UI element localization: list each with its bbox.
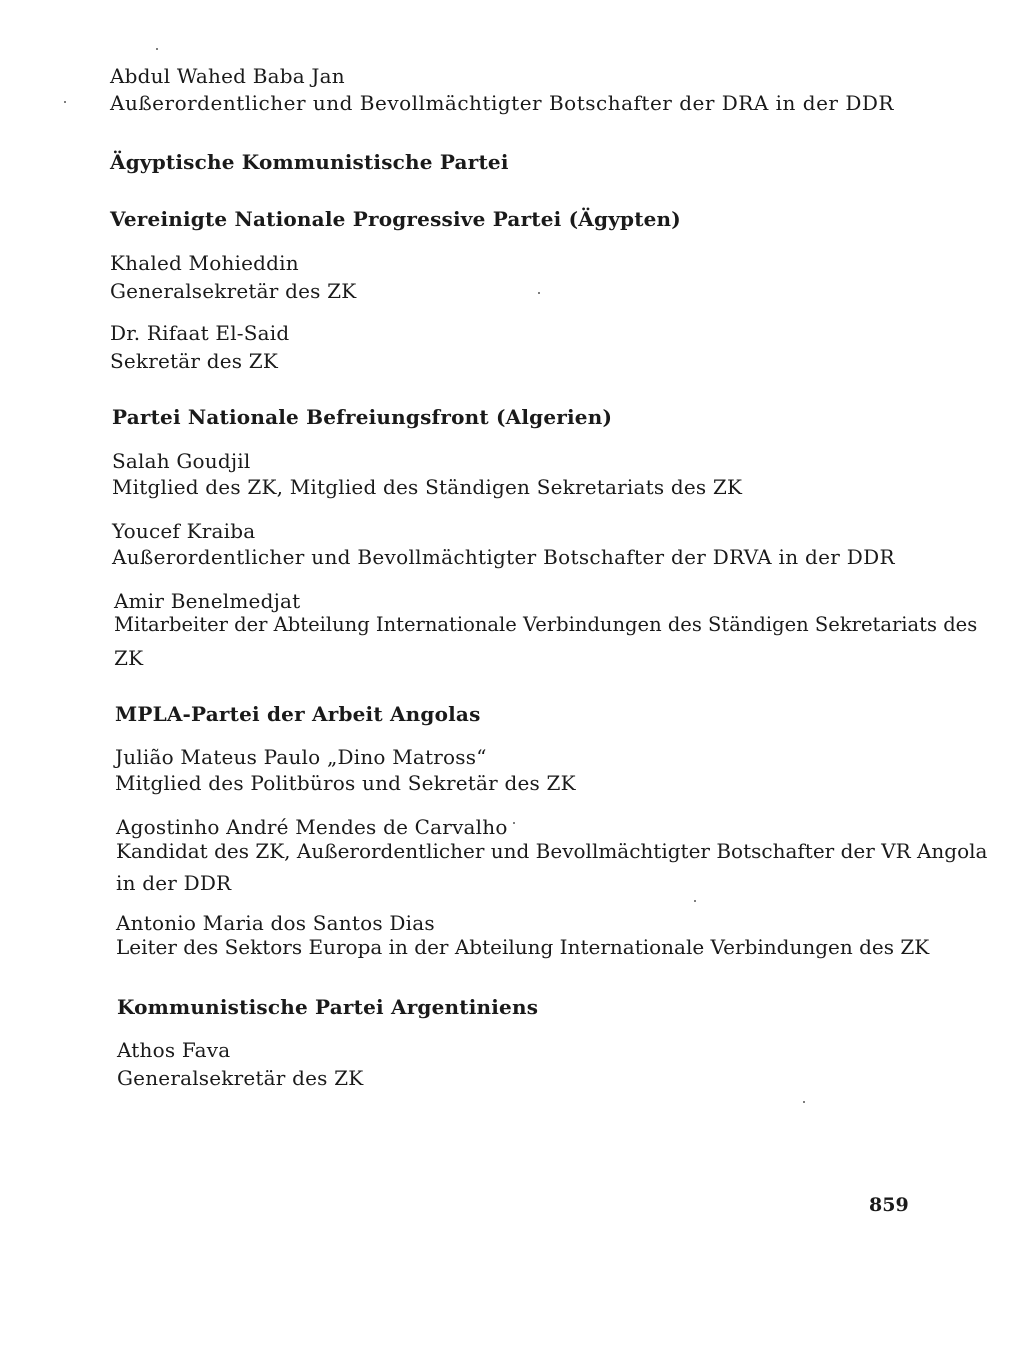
person-role-line: ZK bbox=[114, 646, 144, 670]
scan-speck bbox=[156, 48, 158, 50]
scan-speck bbox=[513, 822, 515, 824]
person-name: Antonio Maria dos Santos Dias bbox=[116, 911, 435, 935]
person-role: Sekretär des ZK bbox=[110, 349, 279, 373]
person-role-line: Kandidat des ZK, Außerordentlicher und Bevollmächtigter Botschafter der VR Angola bbox=[116, 839, 988, 863]
party-heading: MPLA-Partei der Arbeit Angolas bbox=[115, 702, 481, 726]
party-heading: Ägyptische Kommunistische Partei bbox=[110, 150, 509, 174]
party-heading: Partei Nationale Befreiungsfront (Algerien) bbox=[112, 405, 613, 429]
person-role: Außerordentlicher und Bevollmächtigter Botschafter der DRVA in der DDR bbox=[112, 545, 895, 569]
person-name: Dr. Rifaat El-Said bbox=[110, 321, 290, 345]
person-name: Agostinho André Mendes de Carvalho bbox=[116, 815, 508, 839]
scan-speck bbox=[694, 900, 696, 902]
person-role: Außerordentlicher und Bevollmächtigter Botschafter der DRA in der DDR bbox=[110, 91, 894, 115]
person-role: Mitglied des ZK, Mitglied des Ständigen Sekretariats des ZK bbox=[112, 475, 743, 499]
person-name: Julião Mateus Paulo „Dino Matross“ bbox=[115, 745, 487, 769]
person-role: Mitglied des Politbüros und Sekretär des ZK bbox=[115, 771, 576, 795]
scan-speck bbox=[64, 101, 66, 103]
person-name: Salah Goudjil bbox=[112, 449, 251, 473]
page-number: 859 bbox=[869, 1194, 909, 1216]
scan-speck bbox=[538, 292, 540, 294]
person-role: Generalsekretär des ZK bbox=[110, 279, 357, 303]
scan-speck bbox=[803, 1101, 805, 1103]
person-role-line: Mitarbeiter der Abteilung Internationale Verbindungen des Ständigen Sekretariats des bbox=[114, 613, 978, 636]
party-heading: Vereinigte Nationale Progressive Partei (Ägypten) bbox=[110, 207, 681, 231]
person-role-line: in der DDR bbox=[116, 871, 232, 895]
person-name: Khaled Mohieddin bbox=[110, 251, 299, 275]
person-name: Abdul Wahed Baba Jan bbox=[110, 64, 345, 88]
party-heading: Kommunistische Partei Argentiniens bbox=[117, 995, 539, 1019]
person-name: Athos Fava bbox=[117, 1038, 231, 1062]
person-name: Amir Benelmedjat bbox=[114, 589, 301, 613]
person-name: Youcef Kraiba bbox=[112, 519, 256, 543]
person-role: Generalsekretär des ZK bbox=[117, 1066, 364, 1090]
person-role: Leiter des Sektors Europa in der Abteilung Internationale Verbindungen des ZK bbox=[116, 935, 930, 959]
